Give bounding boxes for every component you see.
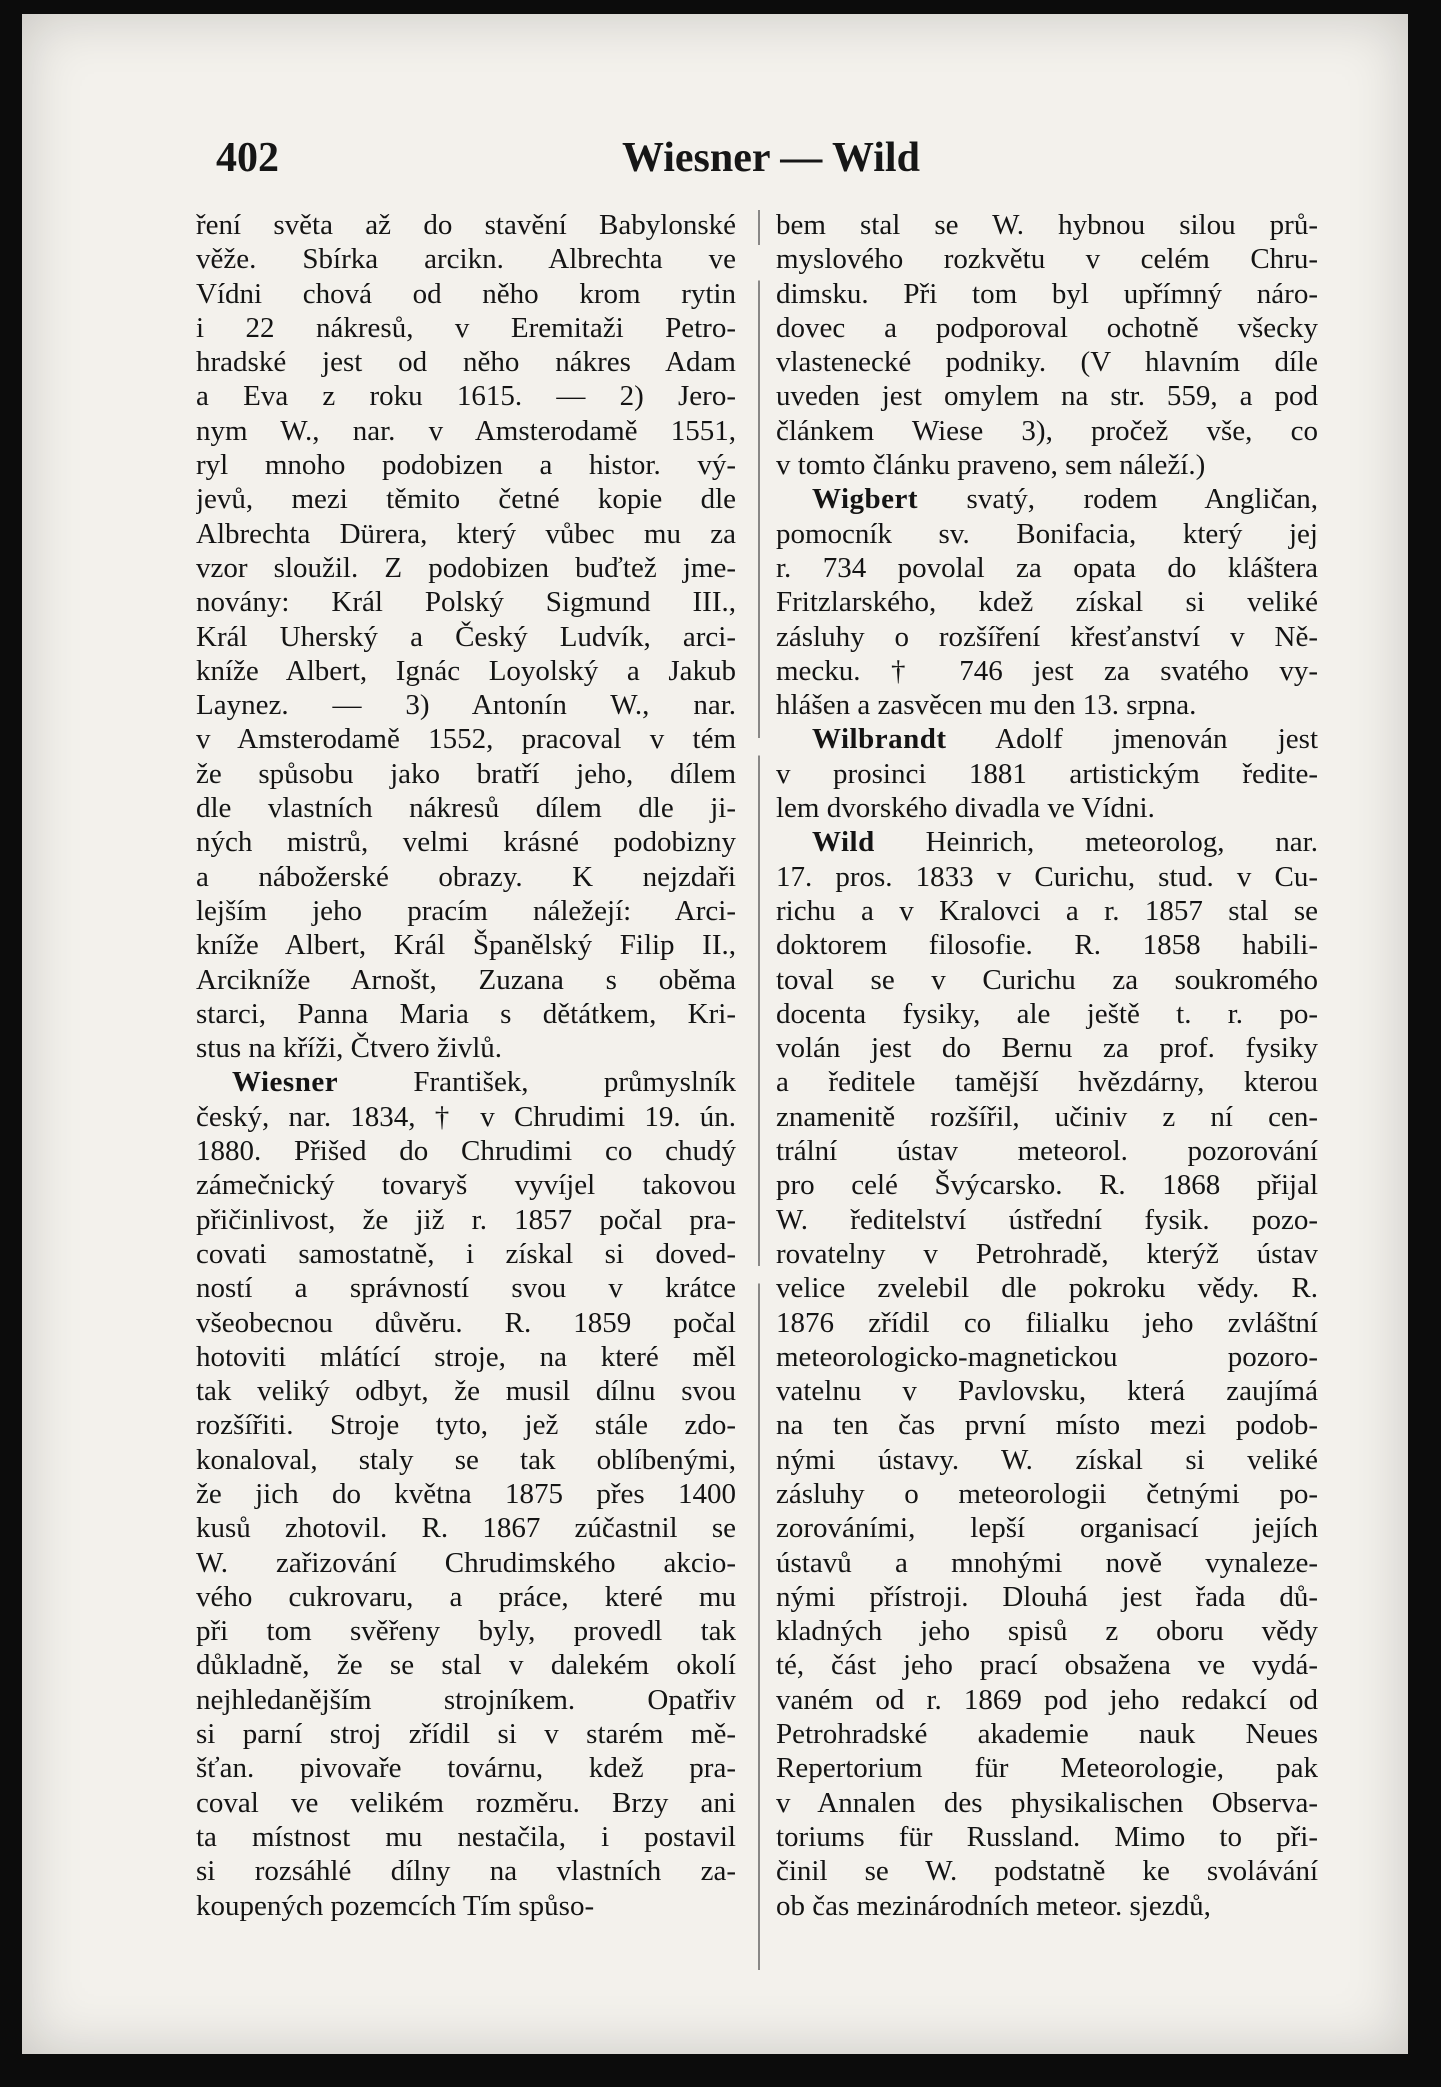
text-line: vého cukrovaru, a práce, které mu bbox=[196, 1580, 736, 1613]
text-line: bem stal se W. hybnou silou prů- bbox=[776, 209, 1318, 241]
right-column bbox=[776, 208, 1318, 1923]
text-line: W. ředitelství ústřední fysik. pozo- bbox=[776, 1203, 1318, 1236]
text-line: starci, Panna Maria s dětátkem, Kri- bbox=[196, 997, 736, 1030]
text-line: a ředitele tamější hvězdárny, kterou bbox=[776, 1066, 1318, 1099]
entry-headword: Wigbert bbox=[812, 483, 919, 516]
text-line: richu a v Kralovci a r. 1857 stal se bbox=[776, 894, 1318, 927]
text-line: Vídni chová od něho krom rytin bbox=[196, 277, 736, 310]
text-line: činil se W. podstatně ke svolávání bbox=[776, 1855, 1318, 1888]
text-line: velice zvelebil dle pokroku vědy. R. bbox=[776, 1272, 1318, 1305]
page-header bbox=[192, 126, 1312, 196]
text-line: dimsku. Při tom byl upřímný náro- bbox=[776, 277, 1318, 310]
text-line: dle vlastních nákresů dílem dle ji- bbox=[196, 792, 736, 825]
text-line: zámečnický tovaryš vyvíjel takovou bbox=[196, 1169, 736, 1202]
text-line: vzor sloužil. Z podobizen buďtež jme- bbox=[196, 551, 736, 584]
text-line: a Eva z roku 1615. — 2) Jero- bbox=[196, 380, 736, 413]
text-line: uveden jest omylem na str. 559, a pod bbox=[776, 380, 1318, 413]
text-line: na ten čas první místo mezi podob- bbox=[776, 1409, 1318, 1442]
text-line: vaném od r. 1869 pod jeho redakcí od bbox=[776, 1683, 1318, 1716]
text-line: té, část jeho prací obsažena ve vydá- bbox=[776, 1649, 1318, 1682]
text-line: vlastenecké podniky. (V hlavním díle bbox=[776, 346, 1318, 379]
text-line: doktorem filosofie. R. 1858 habili- bbox=[776, 929, 1318, 962]
text-line: pro celé Švýcarsko. R. 1868 přijal bbox=[776, 1169, 1318, 1202]
text-line: v Amsterodamě 1552, pracoval v tém bbox=[196, 723, 736, 756]
text-line: Fritzlarského, kdež získal si veliké bbox=[776, 586, 1318, 619]
text-line: 1876 zřídil co filialku jeho zvláštní bbox=[776, 1306, 1318, 1339]
text-line: 1880. Přišed do Chrudimi co chudý bbox=[196, 1135, 736, 1168]
text-line: ob čas mezinárodních meteor. sjezdů, bbox=[776, 1889, 1211, 1922]
text-line: hlášen a zasvěcen mu den 13. srpna. bbox=[776, 689, 1197, 722]
text-line: trální ústav meteorol. pozorování bbox=[776, 1135, 1318, 1168]
text-line: Petrohradské akademie nauk Neues bbox=[776, 1718, 1318, 1751]
text-line: Laynez. — 3) Antonín W., nar. bbox=[196, 689, 736, 722]
text-line: český, nar. 1834, † v Chrudimi 19. ún. bbox=[196, 1100, 736, 1133]
text-line: Wilbrandt Adolf jmenován jest bbox=[812, 723, 1318, 756]
text-line: docenta fysiky, ale ještě t. r. po- bbox=[776, 997, 1318, 1030]
text-line: Arcikníže Arnošt, Zuzana s oběma bbox=[196, 963, 736, 996]
text-line: mecku. † 746 jest za svatého vy- bbox=[776, 654, 1318, 687]
text-line: coval ve velikém rozměru. Brzy ani bbox=[196, 1786, 736, 1819]
text-line: rozšířiti. Stroje tyto, jež stále zdo- bbox=[196, 1409, 736, 1442]
text-line: hradské jest od něho nákres Adam bbox=[196, 346, 736, 379]
text-line: důkladně, že se stal v dalekém okolí bbox=[196, 1649, 736, 1682]
text-line: W. zařizování Chrudimského akcio- bbox=[196, 1546, 736, 1579]
text-line: ústavů a mnohými nově vynaleze- bbox=[776, 1546, 1318, 1579]
text-line: kníže Albert, Ignác Loyolský a Jakub bbox=[196, 654, 736, 687]
text-line: věže. Sbírka arcikn. Albrechta ve bbox=[196, 243, 736, 276]
column-divider bbox=[758, 210, 760, 1970]
text-line: ryl mnoho podobizen a histor. vý- bbox=[196, 449, 736, 482]
text-line: hotoviti mlátící stroje, na které měl bbox=[196, 1340, 736, 1373]
text-line: nejhledanějším strojníkem. Opatřiv bbox=[196, 1683, 736, 1716]
entry-headword: Wilbrandt bbox=[812, 723, 947, 756]
entry-headword: Wild bbox=[812, 826, 875, 859]
text-line: meteorologicko-magnetickou pozoro- bbox=[776, 1340, 1318, 1373]
text-line: dovec a podporoval ochotně všecky bbox=[776, 311, 1318, 344]
text-line: Albrechta Dürera, který vůbec mu za bbox=[196, 517, 736, 550]
text-line: toriums für Russland. Mimo to při- bbox=[776, 1820, 1318, 1853]
text-line: pomocník sv. Bonifacia, který jej bbox=[776, 517, 1318, 550]
text-line: zásluhy o meteorologii četnými po- bbox=[776, 1477, 1318, 1510]
text-line: Repertorium für Meteorologie, pak bbox=[776, 1752, 1318, 1785]
text-line: covati samostatně, i získal si doved- bbox=[196, 1237, 736, 1270]
text-line: Wild Heinrich, meteorolog, nar. bbox=[812, 826, 1318, 859]
text-line: nými přístroji. Dlouhá jest řada dů- bbox=[776, 1580, 1318, 1613]
running-title: Wiesner — Wild bbox=[622, 135, 920, 181]
text-line: v tomto článku praveno, sem náleží.) bbox=[776, 449, 1206, 482]
text-line: ta místnost mu nestačila, i postavil bbox=[196, 1820, 736, 1853]
text-line: Wiesner František, průmyslník bbox=[232, 1066, 736, 1099]
text-line: zásluhy o rozšíření křesťanství v Ně- bbox=[776, 620, 1318, 653]
text-line: novány: Král Polský Sigmund III., bbox=[196, 586, 736, 619]
text-line: rovatelny v Petrohradě, kterýž ústav bbox=[776, 1237, 1318, 1270]
text-line: tak veliký odbyt, že musil dílnu svou bbox=[196, 1375, 736, 1408]
text-line: že spůsobu jako bratří jeho, dílem bbox=[196, 757, 736, 790]
text-line: toval se v Curichu za soukromého bbox=[776, 963, 1318, 996]
text-line: v Annalen des physikalischen Observa- bbox=[776, 1786, 1318, 1819]
text-line: všeobecnou důvěru. R. 1859 počal bbox=[196, 1306, 736, 1339]
text-line: volán jest do Bernu za prof. fysiky bbox=[776, 1032, 1318, 1065]
page-number: 402 bbox=[216, 135, 279, 181]
text-line: zorováními, lepší organisací jejích bbox=[776, 1512, 1318, 1545]
text-line: kladných jeho spisů z oboru vědy bbox=[776, 1615, 1318, 1648]
text-line: kníže Albert, Král Španělský Filip II., bbox=[196, 929, 736, 962]
text-line: lem dvorského divadla ve Vídni. bbox=[776, 792, 1155, 825]
text-line: ření světa až do stavění Babylonské bbox=[196, 209, 736, 241]
text-line: šťan. pivovaře továrnu, kdež pra- bbox=[196, 1752, 736, 1785]
text-line: koupených pozemcích Tím spůso- bbox=[196, 1889, 595, 1922]
text-line: vatelnu v Pavlovsku, která zaujímá bbox=[776, 1375, 1318, 1408]
text-line: si rozsáhlé dílny na vlastních za- bbox=[196, 1855, 736, 1888]
entry-headword: Wiesner bbox=[232, 1066, 339, 1099]
text-line: lejším jeho pracím náležejí: Arci- bbox=[196, 894, 736, 927]
text-line: Král Uherský a Český Ludvík, arci- bbox=[196, 620, 736, 653]
text-line: Wigbert svatý, rodem Angličan, bbox=[812, 483, 1318, 516]
text-line: nými ústavy. W. získal si veliké bbox=[776, 1443, 1318, 1476]
text-line: ných mistrů, velmi krásné podobizny bbox=[196, 826, 736, 859]
text-line: přičinlivost, že již r. 1857 počal pra- bbox=[196, 1203, 736, 1236]
text-line: kusů zhotovil. R. 1867 zúčastnil se bbox=[196, 1512, 736, 1545]
text-line: si parní stroj zřídil si v starém mě- bbox=[196, 1718, 736, 1751]
text-line: konaloval, staly se tak oblíbenými, bbox=[196, 1443, 736, 1476]
text-line: i 22 nákresů, v Eremitaži Petro- bbox=[196, 311, 736, 344]
text-line: článkem Wiese 3), pročež vše, co bbox=[776, 414, 1318, 447]
text-line: ností a správností svou v krátce bbox=[196, 1272, 736, 1305]
text-line: myslového rozkvětu v celém Chru- bbox=[776, 243, 1318, 276]
text-line: nym W., nar. v Amsterodamě 1551, bbox=[196, 414, 736, 447]
text-line: v prosinci 1881 artistickým ředite- bbox=[776, 757, 1318, 790]
text-line: a nábožerské obrazy. K nejzdaři bbox=[196, 860, 736, 893]
text-line: při tom svěřeny byly, provedl tak bbox=[196, 1615, 736, 1648]
text-line: jevů, mezi těmito četné kopie dle bbox=[196, 483, 736, 516]
left-column bbox=[196, 208, 736, 1923]
text-line: 17. pros. 1833 v Curichu, stud. v Cu- bbox=[776, 860, 1318, 893]
text-line: znamenitě rozšířil, učiniv z ní cen- bbox=[776, 1100, 1318, 1133]
text-line: r. 734 povolal za opata do kláštera bbox=[776, 551, 1318, 584]
text-line: že jich do května 1875 přes 1400 bbox=[196, 1477, 736, 1510]
text-line: stus na kříži, Čtvero živlů. bbox=[196, 1032, 503, 1065]
